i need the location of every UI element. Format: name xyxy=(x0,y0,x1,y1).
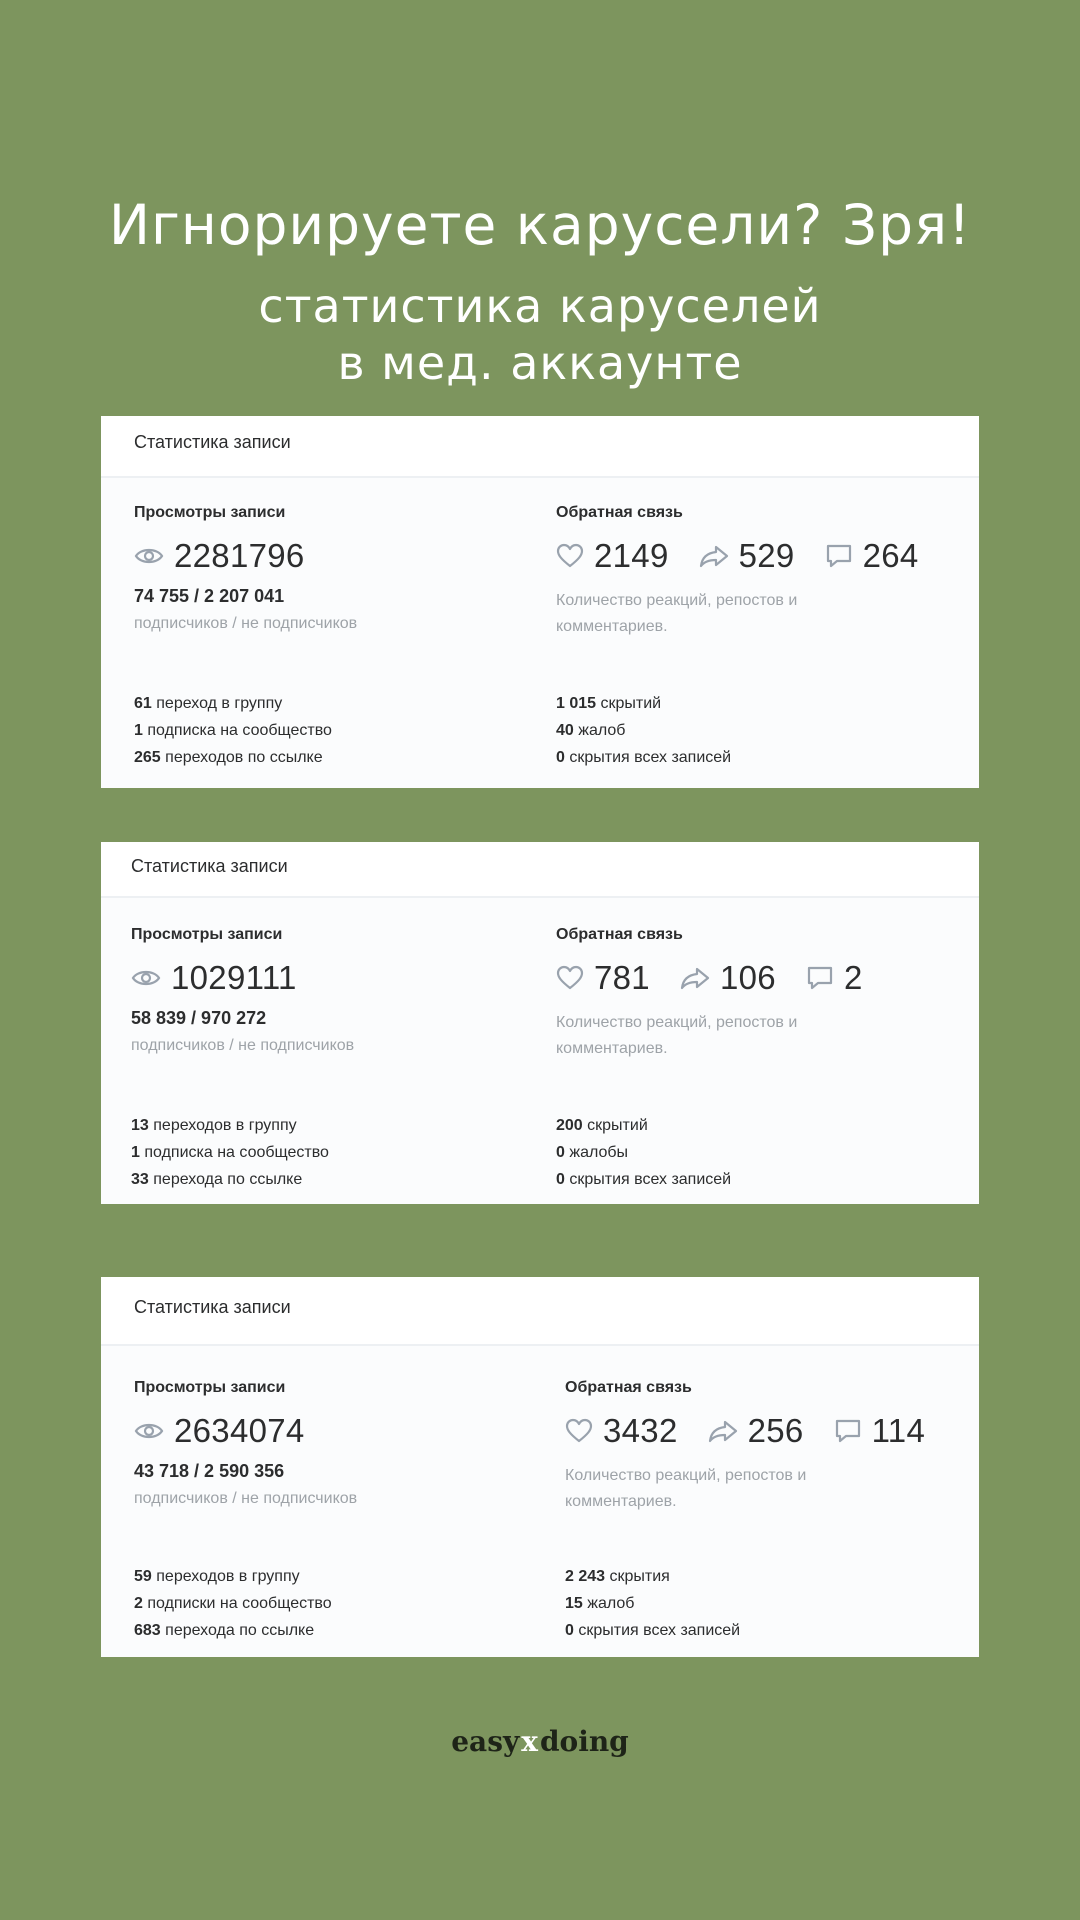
comments-count: 264 xyxy=(862,537,919,574)
brand-right: doing xyxy=(539,1725,629,1758)
views-split: 43 718 / 2 590 356 xyxy=(134,1461,285,1481)
stat-text: подписки на сообщество xyxy=(147,1595,332,1612)
stat-number: 0 xyxy=(565,1622,574,1639)
likes-count: 3432 xyxy=(603,1412,678,1449)
post-stats-card-2 xyxy=(101,842,979,1204)
stat-line xyxy=(556,1112,976,1139)
feedback-section xyxy=(556,926,956,1062)
headline-title: Игнорируете карусели? Зря! xyxy=(108,193,972,257)
stat-line xyxy=(134,1617,554,1644)
heart-icon xyxy=(556,965,584,991)
stat-number: 683 xyxy=(134,1622,161,1639)
right-stats-list xyxy=(565,1563,985,1644)
card-title: Статистика записи xyxy=(134,1297,291,1317)
post-stats-card-1 xyxy=(101,416,979,788)
stat-number: 1 xyxy=(134,722,143,739)
right-stats-list xyxy=(556,1112,976,1193)
likes-count: 781 xyxy=(594,959,650,996)
stat-text: жалоб xyxy=(587,1595,635,1612)
share-arrow-icon xyxy=(680,966,710,990)
feedback-note-line-2: комментариев. xyxy=(556,1040,668,1057)
heart-icon xyxy=(556,543,584,569)
stat-line xyxy=(131,1112,551,1139)
stat-text: скрытий xyxy=(600,695,662,712)
heart-icon xyxy=(565,1418,593,1444)
stat-line xyxy=(565,1617,985,1644)
stat-text: переход в группу xyxy=(156,695,283,712)
stat-number: 13 xyxy=(131,1117,149,1134)
views-section xyxy=(134,1379,534,1508)
reposts-count: 106 xyxy=(719,959,776,996)
left-stats-list xyxy=(134,1563,554,1644)
stat-line xyxy=(131,1139,551,1166)
feedback-note-line-2: комментариев. xyxy=(556,618,668,635)
reposts-count: 529 xyxy=(738,537,795,574)
card-title: Статистика записи xyxy=(134,432,291,452)
feedback-note-line-2: комментариев. xyxy=(565,1493,677,1510)
brand-left: easy xyxy=(451,1725,520,1758)
feedback-note-line-1: Количество реакций, репостов и xyxy=(556,592,798,609)
brand-logo xyxy=(0,1725,1080,1758)
stat-line xyxy=(134,690,554,717)
headline-subtitle-line-2: в мед. аккаунте xyxy=(337,336,743,390)
stat-text: жалоб xyxy=(578,722,626,739)
stat-text: перехода по ссылке xyxy=(153,1171,303,1188)
views-section xyxy=(131,926,531,1055)
stat-number: 0 xyxy=(556,1144,565,1161)
feedback-section xyxy=(556,504,956,640)
views-label: Просмотры записи xyxy=(134,1379,286,1396)
stat-text: скрытия всех записей xyxy=(569,749,732,766)
likes-count: 2149 xyxy=(594,537,669,574)
stat-number: 40 xyxy=(556,722,574,739)
stat-number: 0 xyxy=(556,1171,565,1188)
feedback-note-line-1: Количество реакций, репостов и xyxy=(565,1467,807,1484)
card-header xyxy=(101,1277,979,1346)
stat-line xyxy=(134,717,554,744)
comment-bubble-icon xyxy=(806,965,834,991)
feedback-note xyxy=(556,588,956,640)
reposts-count: 256 xyxy=(747,1412,804,1449)
stat-number: 1 015 xyxy=(556,695,597,712)
feedback-label: Обратная связь xyxy=(556,504,683,521)
stat-text: скрытий xyxy=(587,1117,648,1134)
stat-number: 265 xyxy=(134,749,161,766)
stat-number: 2 xyxy=(134,1595,143,1612)
views-count: 2281796 xyxy=(174,537,305,574)
stat-number: 33 xyxy=(131,1171,149,1188)
stat-line xyxy=(556,744,976,771)
views-label: Просмотры записи xyxy=(131,926,283,943)
stat-line xyxy=(134,1590,554,1617)
stat-number: 61 xyxy=(134,695,152,712)
stat-number: 1 xyxy=(131,1144,140,1161)
stat-line xyxy=(556,1139,976,1166)
views-section xyxy=(134,504,534,633)
stat-number: 15 xyxy=(565,1595,583,1612)
views-split: 74 755 / 2 207 041 xyxy=(134,586,285,606)
views-split-note: подписчиков / не подписчиков xyxy=(134,615,358,632)
comment-bubble-icon xyxy=(825,543,853,569)
stat-text: скрытия xyxy=(609,1568,670,1585)
stat-number: 0 xyxy=(556,749,565,766)
feedback-label: Обратная связь xyxy=(556,926,683,943)
stat-line xyxy=(565,1563,985,1590)
card-header xyxy=(101,416,979,478)
stat-text: скрытия всех записей xyxy=(569,1171,732,1188)
views-split: 58 839 / 970 272 xyxy=(131,1008,267,1028)
feedback-note xyxy=(556,1010,956,1062)
stat-text: скрытия всех записей xyxy=(578,1622,741,1639)
stat-line xyxy=(131,1166,551,1193)
stat-text: жалобы xyxy=(569,1144,629,1161)
stat-number: 2 243 xyxy=(565,1568,606,1585)
comments-count: 2 xyxy=(843,959,863,996)
feedback-section xyxy=(565,1379,965,1515)
eye-icon xyxy=(134,546,164,566)
card-title: Статистика записи xyxy=(131,856,288,876)
stat-line xyxy=(556,1166,976,1193)
comment-bubble-icon xyxy=(834,1418,862,1444)
card-header xyxy=(101,842,979,898)
share-arrow-icon xyxy=(699,544,729,568)
stat-line xyxy=(134,1563,554,1590)
stat-number: 200 xyxy=(556,1117,583,1134)
stat-text: переходов по ссылке xyxy=(165,749,323,766)
views-count: 2634074 xyxy=(174,1412,305,1449)
stat-number: 59 xyxy=(134,1568,152,1585)
stat-line xyxy=(134,744,554,771)
stat-line xyxy=(556,717,976,744)
stat-text: переходов в группу xyxy=(156,1568,300,1585)
left-stats-list xyxy=(134,690,554,771)
stat-text: переходов в группу xyxy=(153,1117,297,1134)
post-stats-card-3 xyxy=(101,1277,979,1657)
left-stats-list xyxy=(131,1112,551,1193)
stat-line xyxy=(556,690,976,717)
views-label: Просмотры записи xyxy=(134,504,286,521)
eye-icon xyxy=(134,1421,164,1441)
eye-icon xyxy=(131,968,161,988)
views-split-note: подписчиков / не подписчиков xyxy=(134,1490,358,1507)
headline-subtitle-line-1: статистика каруселей xyxy=(258,279,822,333)
feedback-note xyxy=(565,1463,965,1515)
right-stats-list xyxy=(556,690,976,771)
views-split-note: подписчиков / не подписчиков xyxy=(131,1037,355,1054)
share-arrow-icon xyxy=(708,1419,738,1443)
views-count: 1029111 xyxy=(171,959,297,996)
stat-text: подписка на сообщество xyxy=(144,1144,329,1161)
stat-text: перехода по ссылке xyxy=(165,1622,315,1639)
feedback-label: Обратная связь xyxy=(565,1379,692,1396)
feedback-note-line-1: Количество реакций, репостов и xyxy=(556,1014,798,1031)
stat-text: подписка на сообщество xyxy=(147,722,332,739)
stat-line xyxy=(565,1590,985,1617)
comments-count: 114 xyxy=(871,1412,926,1449)
brand-x-mark: x xyxy=(521,1725,538,1758)
